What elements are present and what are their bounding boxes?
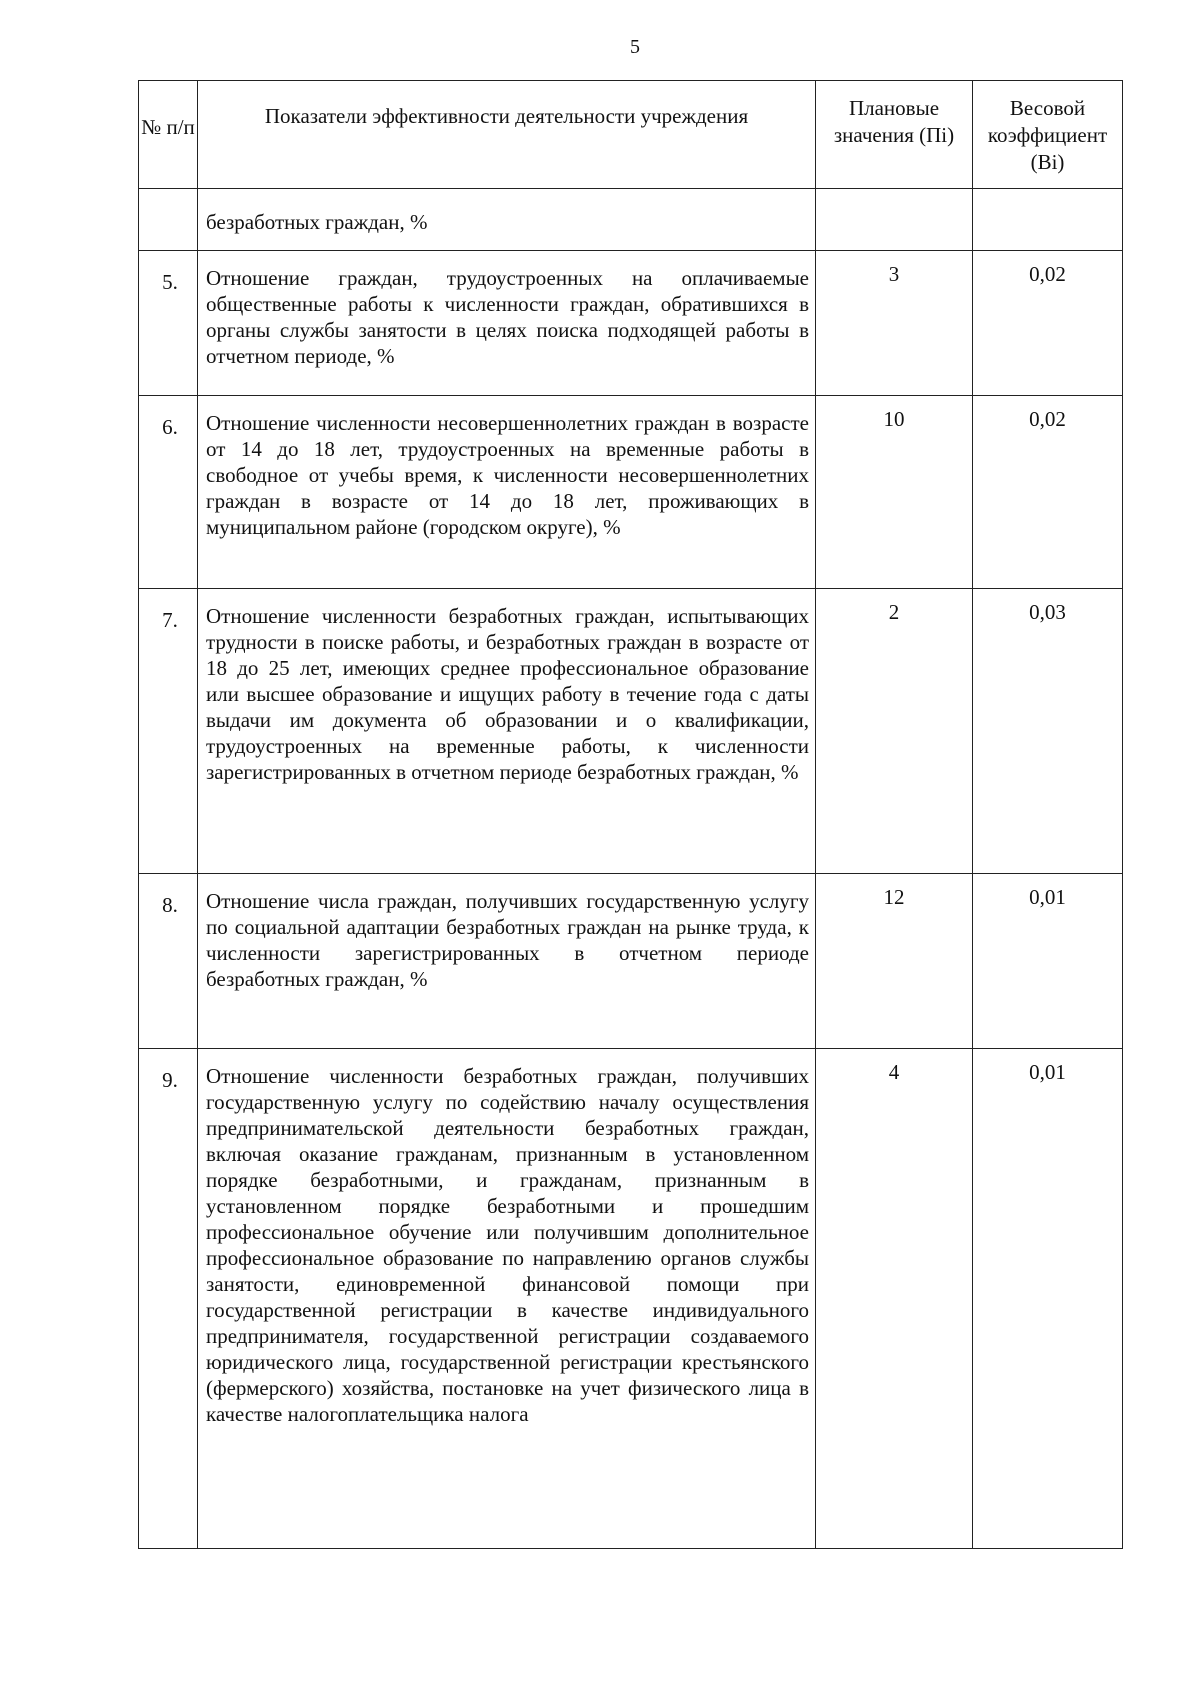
- table-row: [139, 1049, 1123, 1549]
- row-indicator: Отношение численности безработных граждан, испытывающих трудности в поиске работы, и безработных граждан в возрасте от 18 до 25 лет, имеющих среднее профессиональное образование или высшее образование и ищущих работу в течение года с даты выдачи им документа об образовании и о квалификации, трудоустроенных на временные работы, к численности зарегистрированных в отчетном периоде безработных граждан, %: [198, 589, 816, 874]
- row-plan-value: 4: [816, 1049, 973, 1549]
- table-header-row: [139, 81, 1123, 189]
- row-weight: 0,01: [973, 1049, 1123, 1549]
- indicators-table: [138, 80, 1123, 1549]
- row-weight: 0,03: [973, 589, 1123, 874]
- table-row: [139, 874, 1123, 1049]
- row-weight: 0,02: [973, 396, 1123, 589]
- row-indicator: Отношение граждан, трудоустроенных на оплачиваемые общественные работы к численности граждан, обратившихся в органы службы занятости в целях поиска подходящей работы в отчетном периоде, %: [198, 251, 816, 396]
- row-indicator: Отношение численности безработных граждан, получивших государственную услугу по содействию началу осуществления предпринимательской деятельности безработных граждан, включая оказание гражданам, признанным в установленном порядке безработными, и гражданам, признанным в установленном порядке безработными и прошедшим профессиональное обучение или получившим дополнительное профессиональное образование по направлению органов службы занятости, единовременной финансовой помощи при государственной регистрации в качестве индивидуального предпринимателя, государственной регистрации создаваемого юридического лица, государственной регистрации крестьянского (фермерского) хозяйства, постановке на учет физического лица в качестве налогоплательщика налога: [198, 1049, 816, 1549]
- table-row: [139, 396, 1123, 589]
- row-plan-value: [816, 189, 973, 251]
- table-row: [139, 251, 1123, 396]
- row-plan-value: 2: [816, 589, 973, 874]
- header-number: № п/п: [139, 81, 198, 189]
- row-number: [139, 189, 198, 251]
- header-weight-coefficient: Весовой коэффициент (Bi): [973, 81, 1123, 189]
- page-number: 5: [630, 36, 640, 58]
- row-plan-value: 10: [816, 396, 973, 589]
- table-row: [139, 189, 1123, 251]
- row-weight: [973, 189, 1123, 251]
- header-plan-values: Плановые значения (Пi): [816, 81, 973, 189]
- row-indicator: Отношение численности несовершеннолетних граждан в возрасте от 14 до 18 лет, трудоустроенных на временные работы в свободное от учебы время, к численности несовершеннолетних граждан в возрасте от 14 до 18 лет, проживающих в муниципальном районе (городском округе), %: [198, 396, 816, 589]
- row-indicator: Отношение числа граждан, получивших государственную услугу по социальной адаптации безработных граждан на рынке труда, к численности зарегистрированных в отчетном периоде безработных граждан, %: [198, 874, 816, 1049]
- header-indicator: Показатели эффективности деятельности учреждения: [198, 81, 816, 189]
- row-number: 5.: [139, 251, 198, 396]
- row-weight: 0,02: [973, 251, 1123, 396]
- table-row: [139, 589, 1123, 874]
- row-number: 6.: [139, 396, 198, 589]
- row-weight: 0,01: [973, 874, 1123, 1049]
- row-number: 8.: [139, 874, 198, 1049]
- row-plan-value: 12: [816, 874, 973, 1049]
- row-number: 9.: [139, 1049, 198, 1549]
- row-indicator: безработных граждан, %: [198, 189, 816, 251]
- row-plan-value: 3: [816, 251, 973, 396]
- row-number: 7.: [139, 589, 198, 874]
